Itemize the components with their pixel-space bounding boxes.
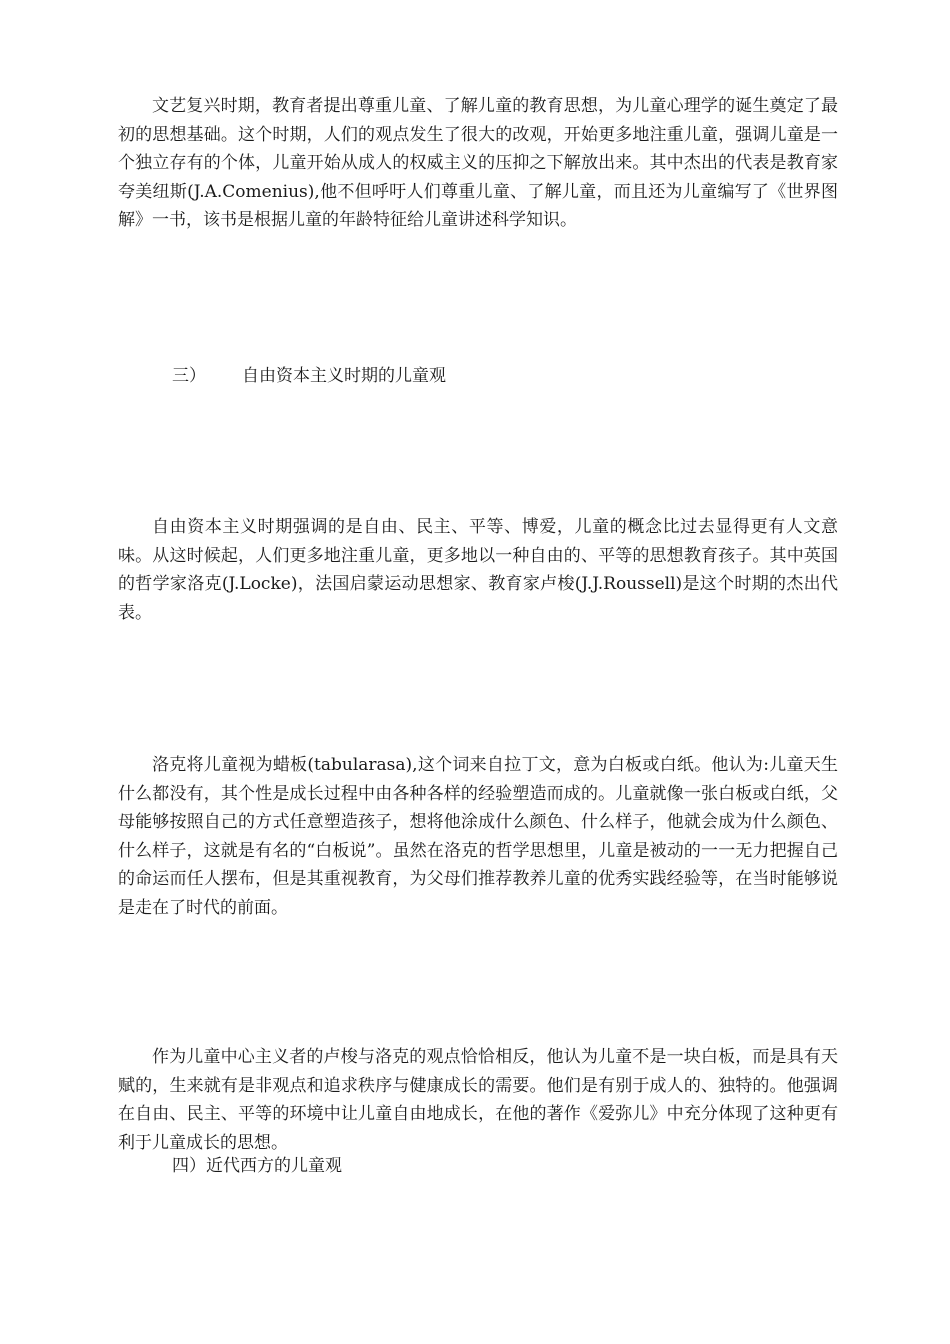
section-heading-3 [172,362,446,390]
section-heading-3-number: 三） [172,366,206,386]
section-heading-4-title: 四）近代西方的儿童观 [172,1156,342,1176]
paragraph-rousseau: 作为儿童中心主义者的卢梭与洛克的观点恰恰相反，他认为儿童不是一块白板，而是具有天赋的，生来就有是非观点和追求秩序与健康成长的需要。他们是有别于成人的、独特的。他强调在自由、民主、平等的环境中让儿童自由地成长，在他的著作《爱弥儿》中充分体现了这种更有利于儿童成长的思想。 [118,1047,838,1153]
paragraph-renaissance: 文艺复兴时期，教育者提出尊重儿童、了解儿童的教育思想，为儿童心理学的诞生奠定了最初的思想基础。这个时期，人们的观点发生了很大的改观，开始更多地注重儿童，强调儿童是一个独立存有的个体，儿童开始从成人的权威主义的压抑之下解放出来。其中杰出的代表是教育家夸美纽斯(J.A.Comenius),他不但呼吁人们尊重儿童、了解儿童，而且还为儿童编写了《世界图解》一书，该书是根据儿童的年龄特征给儿童讲述科学知识。 [118,96,838,231]
section-heading-3-title: 自由资本主义时期的儿童观 [242,366,446,386]
paragraph-liberal-capitalism: 自由资本主义时期强调的是自由、民主、平等、博爱，儿童的概念比过去显得更有人文意味。从这时候起，人们更多地注重儿童，更多地以一种自由的、平等的思想教育孩子。其中英国的哲学家洛克(J.Locke)，法国启蒙运动思想家、教育家卢梭(J.J.Roussell)是这个时期的杰出代表。 [118,517,838,623]
paragraph-locke: 洛克将儿童视为蜡板(tabularasa),这个词来自拉丁文，意为白板或白纸。他认为:儿童天生什么都没有，其个性是成长过程中由各种各样的经验塑造而成的。儿童就像一张白板或白纸，父母能够按照自己的方式任意塑造孩子，想将他涂成什么颜色、什么样子，他就会成为什么颜色、什么样子，这就是有名的“白板说”。虽然在洛克的哲学思想里，儿童是被动的一一无力把握自己的命运而任人摆布，但是其重视教育，为父母们推荐教养儿童的优秀实践经验等，在当时能够说是走在了时代的前面。 [118,755,838,918]
section-heading-4 [172,1152,342,1180]
